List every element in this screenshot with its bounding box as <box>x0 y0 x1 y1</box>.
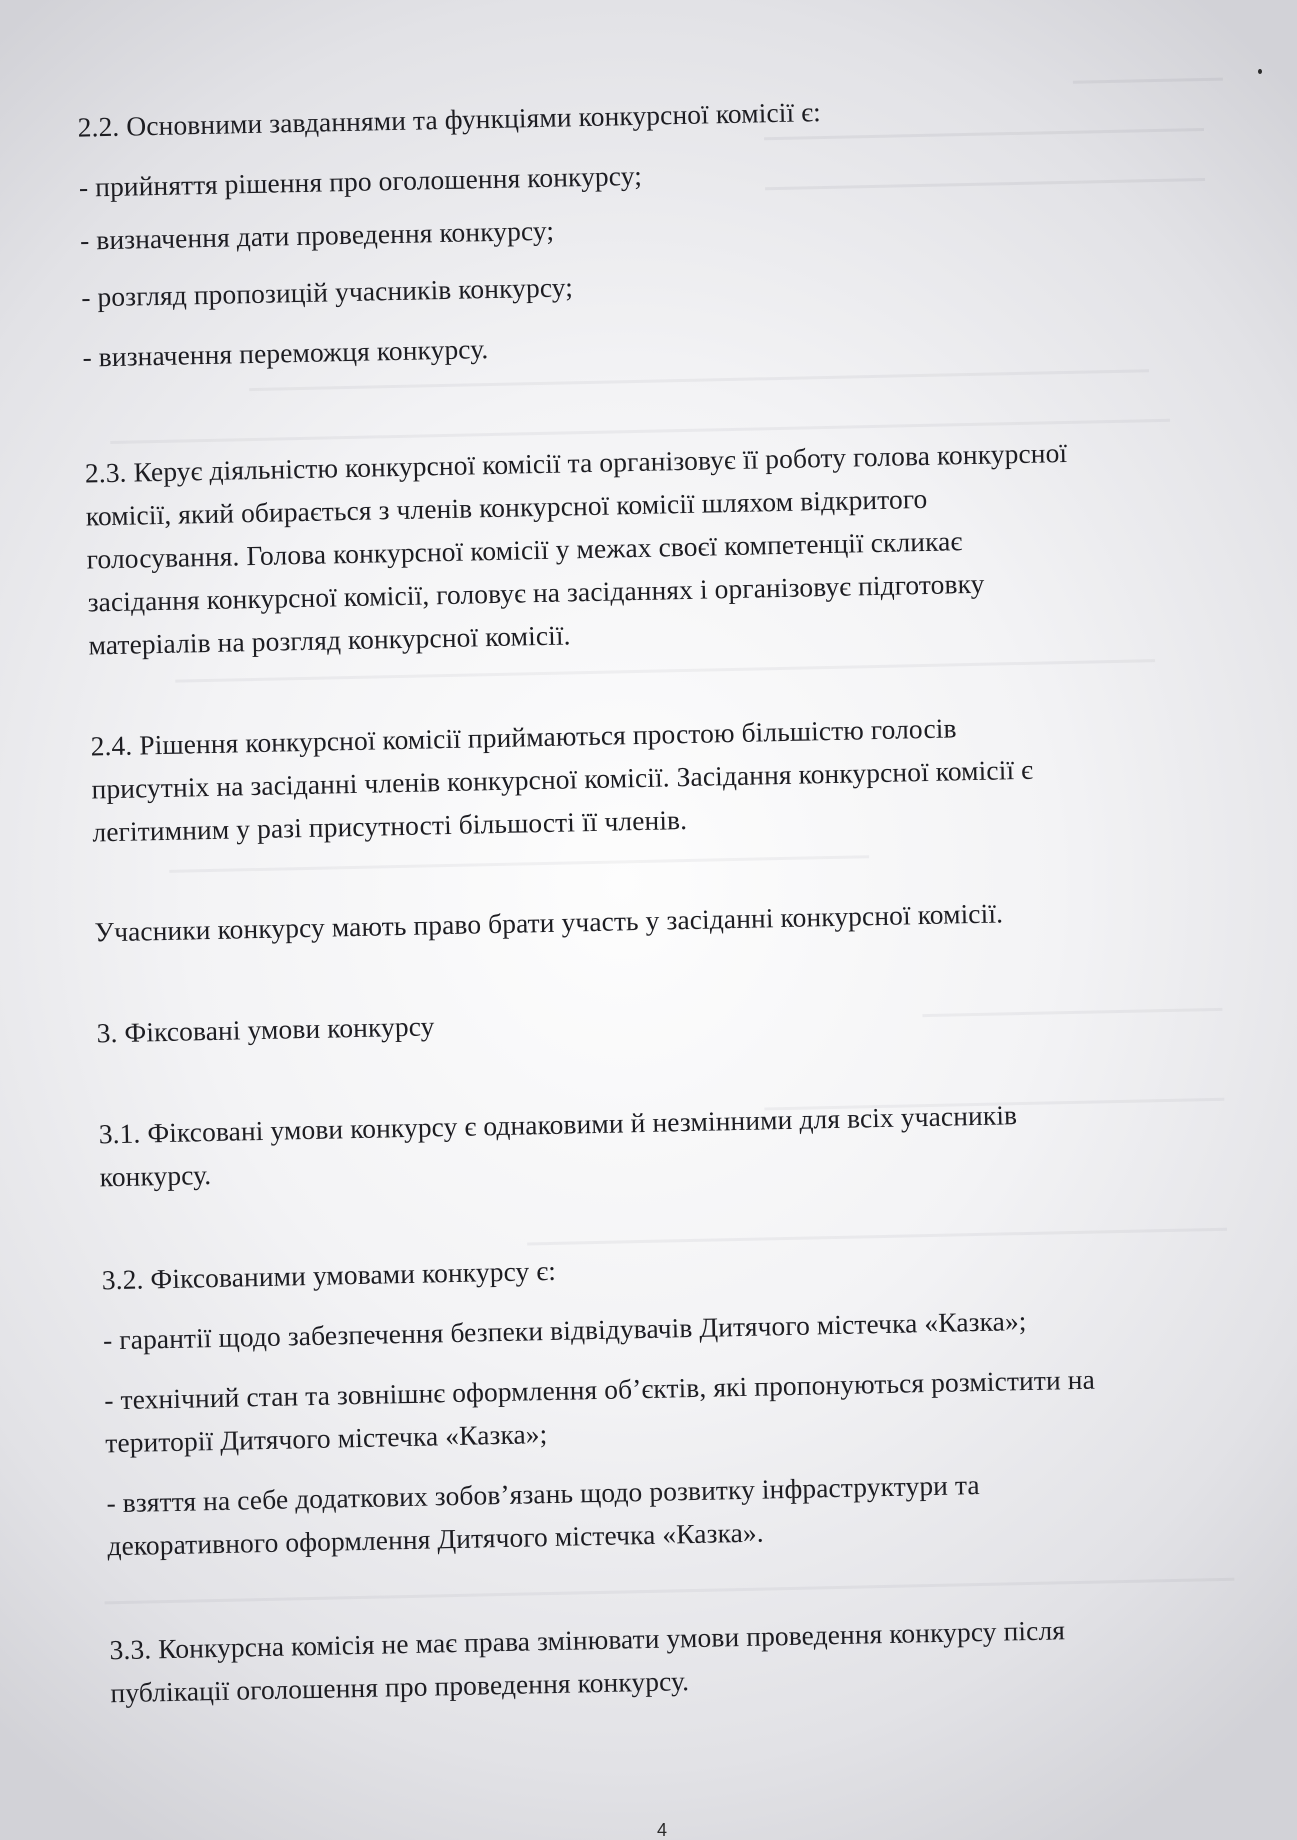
section-2-2-heading: 2.2. Основними завданнями та функціями конкурсної комісії є: <box>77 96 822 143</box>
list-item: - розгляд пропозицій учасників конкурсу; <box>80 271 574 313</box>
section-2-3-line: голосування. Голова конкурсної комісії у межах своєї компетенції скликає <box>86 525 963 575</box>
list-item-continuation: території Дитячого містечка «Казка»; <box>104 1418 548 1459</box>
list-item: - прийняття рішення про оголошення конкурсу; <box>78 159 643 203</box>
section-3-3-line: публікації оголошення про проведення конкурсу. <box>110 1665 690 1709</box>
list-item: - технічний стан та зовнішнє оформлення об’єктів, які пропонуються розмістити на <box>104 1363 1096 1416</box>
section-2-3-line: комісії, який обирається з членів конкурсної комісії шляхом відкритого <box>85 482 928 532</box>
list-item-continuation: декоративного оформлення Дитячого містечка «Казка». <box>107 1516 764 1562</box>
section-3-1-line: конкурсу. <box>99 1159 212 1193</box>
section-2-4-line: легітимним у разі присутності більшості її членів. <box>92 804 688 848</box>
list-item: - взяття на себе додаткових зобов’язань щодо розвитку інфраструктури та <box>106 1469 980 1519</box>
list-item: - визначення дати проведення конкурсу; <box>79 214 555 256</box>
paper-speck <box>1258 69 1262 74</box>
page-number: 4 <box>657 1820 668 1840</box>
section-2-3-line: засідання конкурсної комісії, головує на засіданнях і організовує підготовку <box>87 567 985 618</box>
section-3-3-line: 3.3. Конкурсна комісія не має права змінювати умови проведення конкурсу після <box>109 1614 1066 1666</box>
section-3-1-line: 3.1. Фіксовані умови конкурсу є однаковими й незмінними для всіх учасників <box>98 1099 1018 1150</box>
section-2-4-line: присутніх на засіданні членів конкурсної комісії. Засідання конкурсної комісії є <box>91 753 1034 805</box>
participants-right-paragraph: Учасники конкурсу мають право брати участь у засіданні конкурсної комісії. <box>94 897 1004 948</box>
list-item: - гарантії щодо забезпечення безпеки відвідувачів Дитячого містечка «Казка»; <box>102 1305 1027 1356</box>
section-3-heading: 3. Фіксовані умови конкурсу <box>96 1010 435 1049</box>
section-2-3-line: матеріалів на розгляд конкурсної комісії. <box>88 619 571 661</box>
section-2-4-line: 2.4. Рішення конкурсної комісії приймаються простою більшістю голосів <box>90 712 957 762</box>
list-item: - визначення переможця конкурсу. <box>82 333 489 373</box>
section-3-2-heading: 3.2. Фіксованими умовами конкурсу є: <box>101 1254 557 1296</box>
section-2-3-line: 2.3. Керує діяльністю конкурсної комісії та організовує її роботу голова конкурсної <box>84 436 1068 489</box>
